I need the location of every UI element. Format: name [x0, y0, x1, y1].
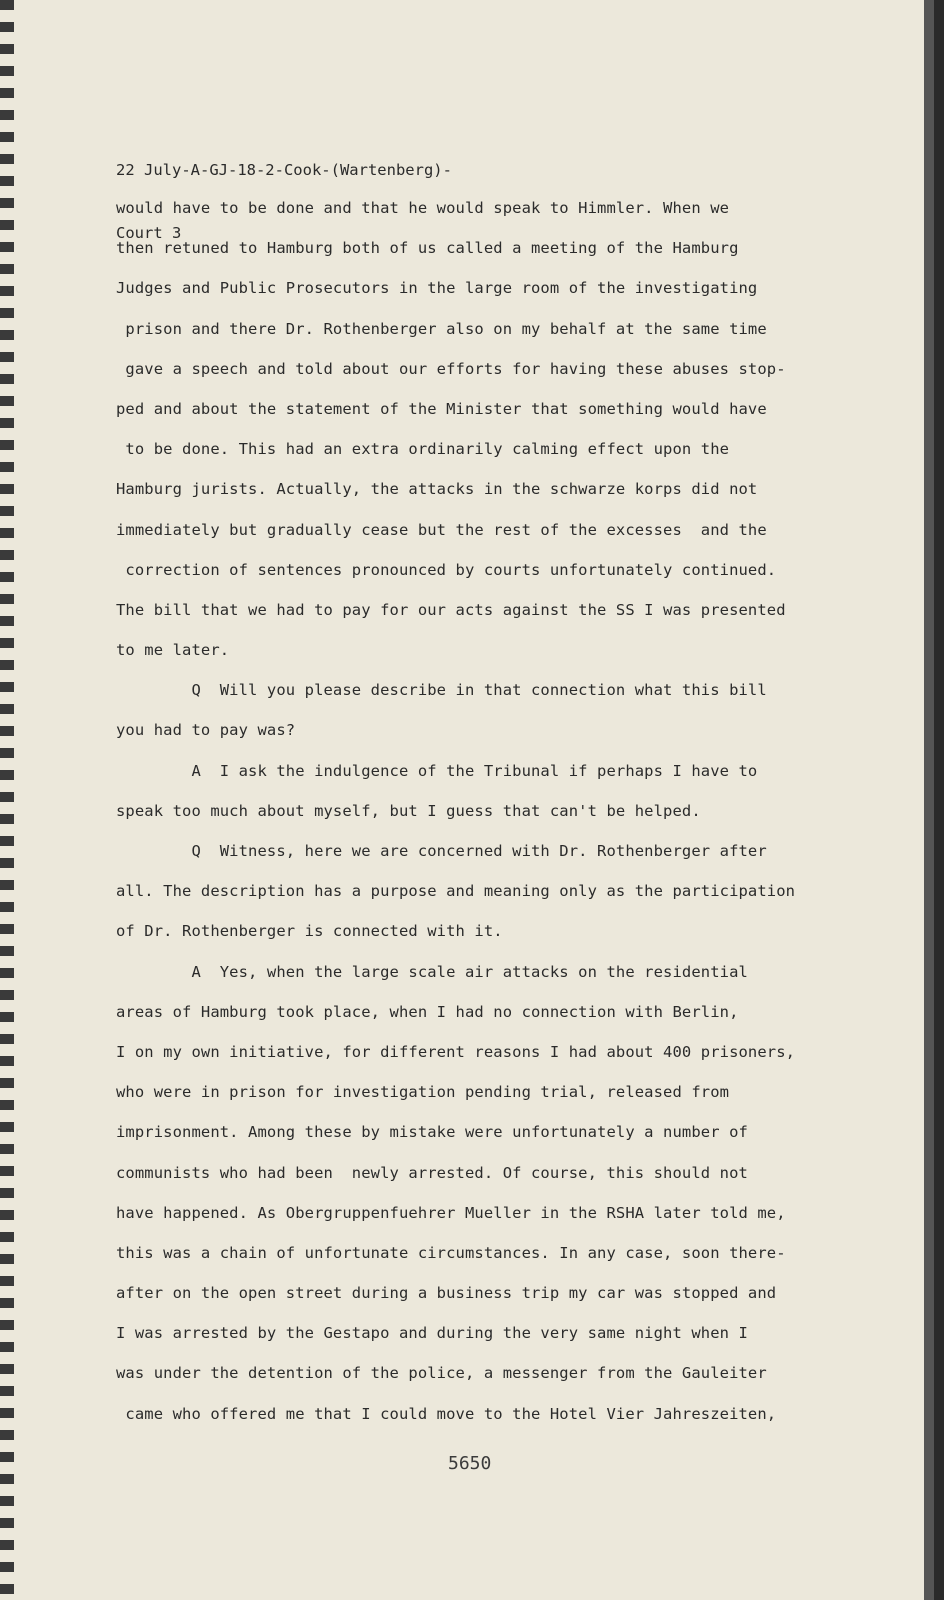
- text-line: then retuned to Hamburg both of us called a meeting of the Hamburg: [116, 239, 739, 258]
- text-line: after on the open street during a business trip my car was stopped and: [116, 1284, 777, 1303]
- text-line: imprisonment. Among these by mistake were unfortunately a number of: [116, 1123, 748, 1142]
- text-line: I on my own initiative, for different reasons I had about 400 prisoners,: [116, 1042, 796, 1061]
- transcript-body: [116, 194, 856, 1440]
- text-line: communists who had been newly arrested. Of course, this should not: [116, 1163, 748, 1182]
- text-line: to me later.: [116, 641, 230, 660]
- answer-line: A Yes, when the large scale air attacks on the residential: [116, 962, 748, 981]
- text-line: ped and about the statement of the Minister that something would have: [116, 399, 767, 418]
- text-line: immediately but gradually cease but the rest of the excesses and the: [116, 520, 767, 539]
- binding-edge: [0, 0, 14, 1600]
- page-edge: [924, 0, 934, 1600]
- text-line: all. The description has a purpose and meaning only as the participation: [116, 882, 796, 901]
- text-line: gave a speech and told about our efforts for having these abuses stop-: [116, 359, 786, 378]
- text-line: who were in prison for investigation pending trial, released from: [116, 1083, 730, 1102]
- text-line: you had to pay was?: [116, 721, 296, 740]
- text-line: of Dr. Rothenberger is connected with it.: [116, 922, 503, 941]
- header-line-2: Court 3: [116, 224, 182, 242]
- question-line: Q Witness, here we are concerned with Dr. Rothenberger after: [116, 842, 767, 860]
- text-line: areas of Hamburg took place, when I had no connection with Berlin,: [116, 1002, 739, 1021]
- text-line: Judges and Public Prosecutors in the large room of the investigating: [116, 279, 758, 298]
- header-line-1: 22 July-A-GJ-18-2-Cook-(Wartenberg)-: [116, 161, 452, 179]
- text-line: correction of sentences pronounced by courts unfortunately continued.: [116, 560, 777, 579]
- text-line: I was arrested by the Gestapo and during the very same night when I: [116, 1324, 748, 1343]
- text-line: this was a chain of unfortunate circumstances. In any case, soon there-: [116, 1243, 786, 1262]
- answer-line: A I ask the indulgence of the Tribunal if perhaps I have to: [116, 761, 758, 780]
- text-line: Hamburg jurists. Actually, the attacks in the schwarze korps did not: [116, 480, 758, 499]
- question-line: Q Will you please describe in that connection what this bill: [116, 681, 767, 700]
- text-line: speak too much about myself, but I guess that can't be helped.: [116, 801, 701, 820]
- text-line: was under the detention of the police, a messenger from the Gauleiter: [116, 1364, 767, 1383]
- text-line: prison and there Dr. Rothenberger also on my behalf at the same time: [116, 319, 767, 338]
- text-line: came who offered me that I could move to the Hotel Vier Jahreszeiten,: [116, 1404, 777, 1423]
- text-line: to be done. This had an extra ordinarily calming effect upon the: [116, 440, 730, 459]
- text-line: have happened. As Obergruppenfuehrer Mueller in the RSHA later told me,: [116, 1203, 786, 1222]
- document-page: [14, 0, 934, 1600]
- page-number: 5650: [448, 1453, 492, 1474]
- text-line: The bill that we had to pay for our acts against the SS I was presented: [116, 600, 786, 619]
- text-line: would have to be done and that he would speak to Himmler. When we: [116, 199, 730, 217]
